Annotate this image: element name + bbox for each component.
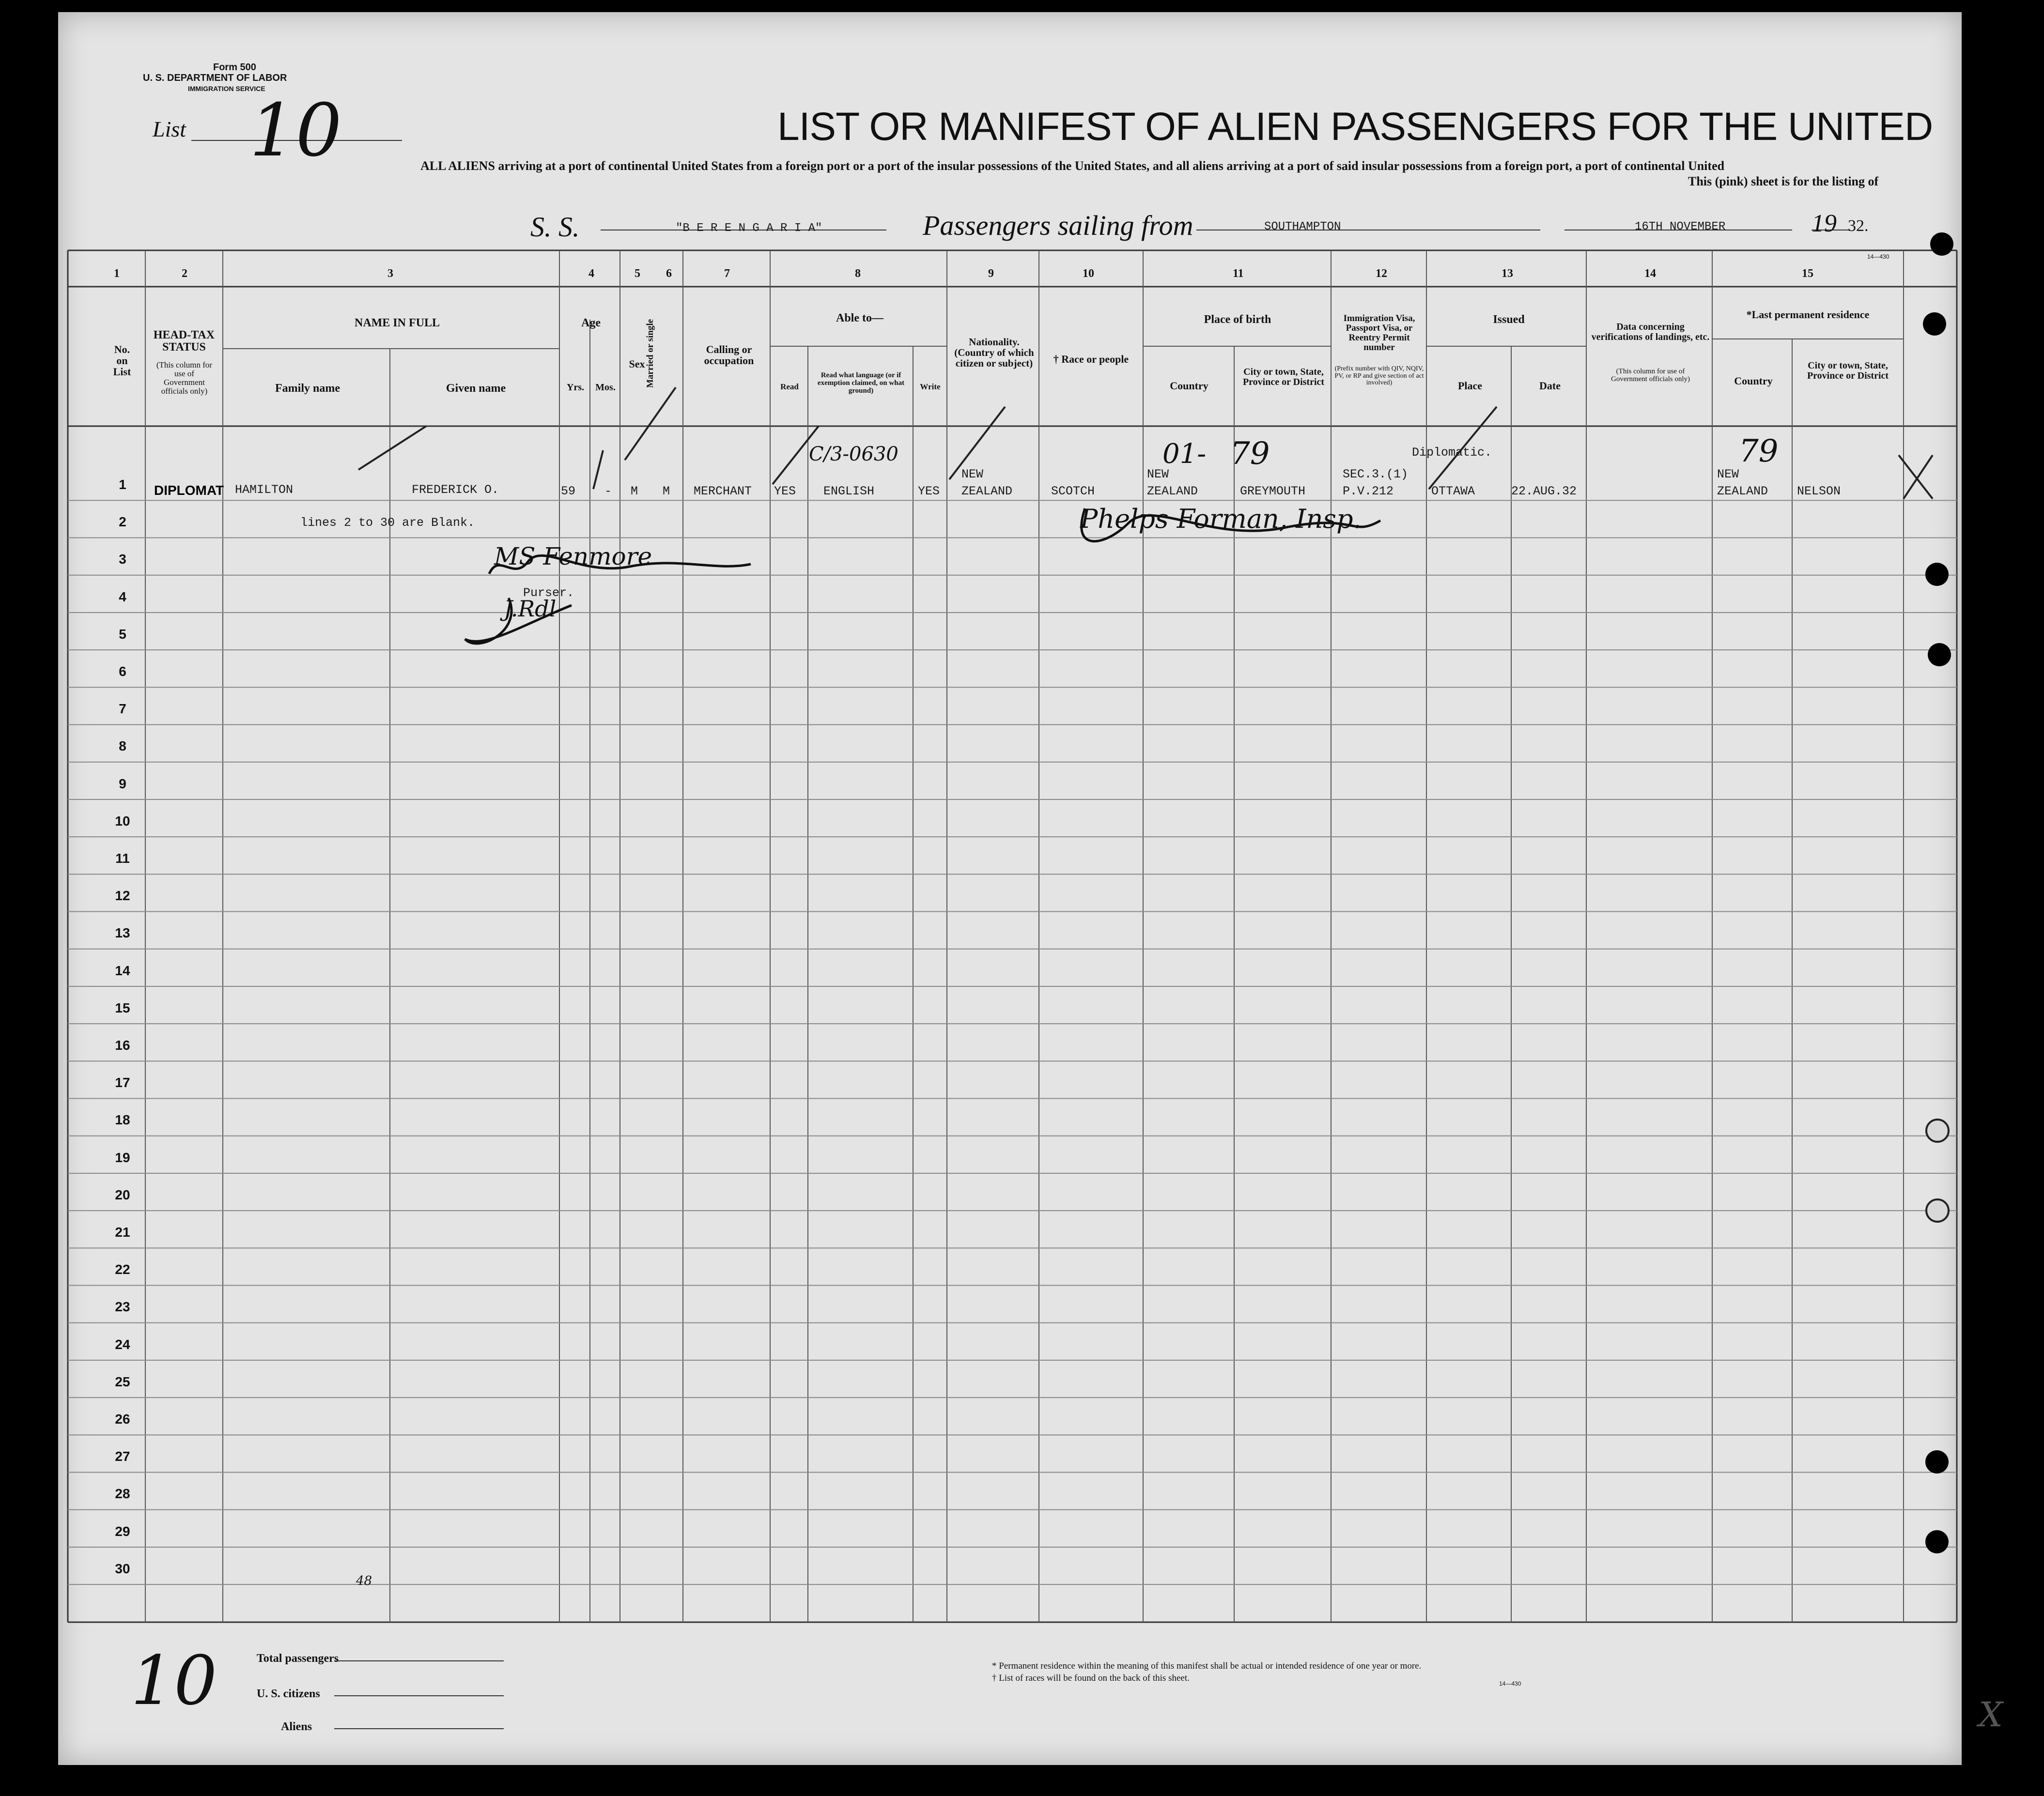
footer-code: 14—430 [1499,1680,1521,1687]
header-given-name: Given name [446,382,506,395]
sailing-date: 16TH NOVEMBER [1635,220,1726,233]
header-no-on-list: No. on List [113,343,131,378]
handwritten-01: 01- [1162,438,1207,470]
header-write: Write [920,382,941,391]
header-verification-note: (This column for use of Government officials only) [1610,368,1690,383]
header-visa-note: (Prefix number with QIV, NQIV, PV, or RP and give section of act involved) [1334,365,1424,387]
handwritten-79: 79 [1230,436,1270,472]
header-head-tax-note: (This column for use of Government officials only) [156,360,213,396]
nationality-line-2: ZEALAND [961,484,1013,498]
head-tax-status: DIPLOMAT [154,483,224,498]
birth-country-line-2: ZEALAND [1147,484,1198,498]
header-birth-country: Country [1170,380,1208,392]
col-num: 9 [988,267,994,280]
nationality-line-1: NEW [961,467,984,481]
header-sex: Sex [629,358,645,370]
age-years: 59 [561,484,576,498]
col-num: 14 [1644,267,1656,280]
row-number: 5 [119,626,126,642]
form-number: Form 500 [213,62,256,73]
married-status: M [663,484,670,498]
visa-number: P.V.212 [1343,484,1394,498]
calling: MERCHANT [694,484,752,498]
subtitle-line-1: ALL ALIENS arriving at a port of continental United States from a foreign port or a port of the insular possessions of the United States, and all aliens arriving at a port of said insular possessions from a foreign port, a port of continental United [420,159,1725,173]
inspector-signature: Phelps Forman, Insp. [1080,504,1362,534]
footer-note-races: † List of races will be found on the back of this sheet. [992,1673,1190,1683]
row-number: 25 [115,1374,130,1389]
col-num: 12 [1376,267,1387,280]
header-verification: Data concerning verifications of landings, etc. [1591,322,1710,342]
header-head-tax: HEAD-TAX STATUS [153,329,215,354]
list-label: List [153,117,186,141]
visa-section: SEC.3.(1) [1343,467,1409,481]
punch-hole [1925,1198,1950,1223]
birth-city: GREYMOUTH [1240,484,1306,498]
header-age: Age [581,317,601,329]
footer-aliens: Aliens [281,1720,312,1733]
punch-hole [1930,232,1953,256]
header-read-language: Read what language (or if exemption claimed, on what ground) [817,371,905,395]
service: IMMIGRATION SERVICE [188,85,265,92]
col-num: 10 [1083,267,1094,280]
header-issued: Issued [1493,313,1525,326]
residence-country-line-2: ZEALAND [1717,484,1768,498]
given-name: FREDERICK O. [412,483,499,497]
punch-hole [1925,1530,1949,1553]
row-number: 27 [115,1449,130,1464]
col-num: 3 [387,267,393,280]
header-read: Read [780,382,799,391]
row-number: 22 [115,1262,130,1277]
margin-mark: X [1979,1695,2003,1735]
row-number: 17 [115,1075,130,1090]
col-num: 1 [114,267,120,280]
purser-signature: MS Fenmore [494,542,652,570]
row-number: 14 [115,963,130,978]
row-number: 19 [115,1150,130,1165]
col-num: 7 [724,267,730,280]
row-number: 9 [119,776,126,791]
stamp-code: C/3-0630 [809,443,898,465]
footer-citizens: U. S. citizens [257,1688,320,1700]
residence-city: NELSON [1797,484,1841,498]
row-number: 16 [115,1038,130,1053]
footer-note-residence: * Permanent residence within the meaning of this manifest shall be actual or intended residence of one year or more. [992,1661,1422,1671]
read-language: ENGLISH [823,484,875,498]
port: SOUTHAMPTON [1264,220,1341,233]
year-suffix: 32. [1848,217,1869,235]
sex: M [631,484,638,498]
header-issued-date: Date [1539,380,1561,392]
ship-name: "B E R E N G A R I A" [676,222,822,235]
row-number: 4 [119,589,126,604]
header-race: † Race or people [1053,353,1129,365]
punch-hole [1925,1119,1950,1143]
race: SCOTCH [1051,484,1095,498]
header-birth-city: City or town, State, Province or District [1242,367,1325,387]
col-num: 15 [1802,267,1813,280]
col-num: 4 [588,267,594,280]
list-number: 10 [249,89,342,173]
ss-label: S. S. [530,211,580,243]
issued-date: 22.AUG.32 [1511,484,1577,498]
manifest-title: LIST OR MANIFEST OF ALIEN PASSENGERS FOR THE UNITED [777,105,1933,149]
header-married: Married or single [645,319,656,388]
visa-type: Diplomatic. [1412,445,1492,460]
row-number: 18 [115,1112,130,1128]
row-number: 1 [119,477,126,492]
header-nationality: Nationality. (Country of which citizen or subject) [954,336,1034,369]
residence-country-line-1: NEW [1717,467,1739,481]
family-name: HAMILTON [235,483,294,497]
row-number: 12 [115,888,130,904]
subtitle-line-2: This (pink) sheet is for the listing of [1688,174,1879,188]
row-number: 21 [115,1225,130,1240]
punch-hole [1928,643,1951,666]
header-res-country: Country [1734,375,1773,387]
header-issued-place: Place [1457,380,1483,392]
department: U. S. DEPARTMENT OF LABOR [143,73,287,83]
row-number: 20 [115,1187,130,1202]
header-calling: Calling or occupation [704,343,754,367]
handwritten-79-residence: 79 [1739,433,1779,469]
col-num: 6 [666,267,672,280]
row-number: 30 [115,1561,130,1576]
row-number: 8 [119,738,126,754]
blank-lines-note: lines 2 to 30 are Blank. [300,516,475,530]
header-visa: Immigration Visa, Passport Visa, or Reentry Permit number [1343,313,1415,353]
row-number: 28 [115,1486,130,1502]
row-number: 2 [119,514,126,530]
can-read: YES [774,484,796,498]
row-number: 15 [115,1000,130,1015]
header-res-city: City or town, State, Province or District [1807,360,1889,381]
col-num: 5 [635,267,640,280]
row-number: 3 [119,552,126,567]
initials: J.Rdl [504,596,557,622]
row-number: 11 [115,851,130,866]
birth-country-line-1: NEW [1147,467,1169,481]
header-last-residence: *Last permanent residence [1746,308,1870,321]
bottom-number: 10 [131,1642,217,1720]
row-number: 29 [115,1523,130,1539]
form-code-top: 14—430 [1867,253,1889,260]
col-num: 11 [1233,267,1244,280]
header-family-name: Family name [275,382,340,395]
row-number: 7 [119,701,126,717]
header-name-in-full: NAME IN FULL [354,317,440,329]
col-num: 13 [1502,267,1513,280]
age-months: - [604,484,612,498]
col-num: 2 [182,267,187,280]
footer-total: Total passengers [257,1652,339,1665]
punch-hole [1925,563,1949,586]
can-write: YES [918,484,940,498]
header-place-of-birth: Place of birth [1204,313,1271,326]
punch-hole [1923,312,1946,336]
row-number: 6 [119,664,126,679]
header-able-to: Able to— [836,312,883,324]
row-number: 26 [115,1412,130,1427]
issued-place: OTTAWA [1431,484,1475,498]
header-age-mos: Mos. [595,382,616,393]
small-mark: 48 [356,1574,372,1588]
purser-label: Purser. [523,586,574,600]
year-prefix: 19 [1812,210,1837,237]
row-number: 13 [115,925,130,941]
row-number: 10 [115,813,130,829]
header-age-yrs: Yrs. [566,382,585,393]
row-number: 24 [115,1336,130,1352]
col-num: 8 [855,267,861,280]
row-number: 23 [115,1299,130,1315]
sailing-label: Passengers sailing from [923,210,1193,241]
punch-hole [1925,1450,1949,1474]
